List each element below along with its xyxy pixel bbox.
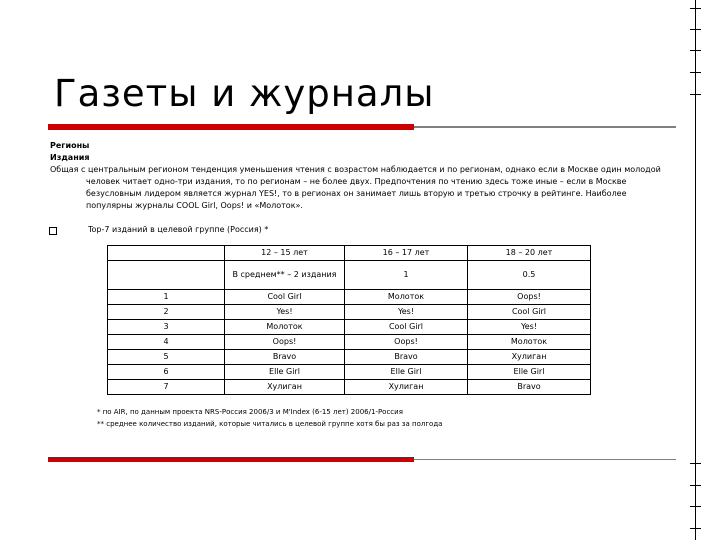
table-cell: Хулиган (468, 350, 591, 365)
slide-tick (690, 528, 701, 529)
table-cell: Bravo (345, 350, 468, 365)
header-cell: 16 – 17 лет (345, 246, 468, 261)
intro-text-block (50, 140, 670, 212)
footer-divider-rule (414, 459, 676, 460)
table-cell: Oops! (225, 335, 345, 350)
table-cell: Oops! (468, 290, 591, 305)
footnotes (97, 406, 442, 430)
table-cell: Bravo (225, 350, 345, 365)
rank-cell: 5 (108, 350, 225, 365)
table-cell: Yes! (225, 305, 345, 320)
title-divider-rule (414, 126, 676, 128)
header-empty-cell (108, 246, 225, 261)
table-cell: Cool Girl (225, 290, 345, 305)
rank-cell: 4 (108, 335, 225, 350)
table-row (108, 290, 591, 305)
table-cell: Хулиган (225, 380, 345, 395)
table-cell: Молоток (345, 290, 468, 305)
slide-tick (690, 506, 701, 507)
average-value-cell: 1 (345, 261, 468, 290)
table-cell: Cool Girl (345, 320, 468, 335)
average-label-cell: В среднем** – 2 издания (225, 261, 345, 290)
table-cell: Elle Girl (225, 365, 345, 380)
bullet-text: Top-7 изданий в целевой группе (Россия) * (88, 225, 269, 234)
footnote-1: * по AIR, по данным проекта NRS-Россия 2006/3 и M'Index (6-15 лет) 2006/1-Россия (97, 408, 403, 416)
table-cell: Cool Girl (468, 305, 591, 320)
table-row (108, 335, 591, 350)
rank-cell: 6 (108, 365, 225, 380)
table-header-row (108, 246, 591, 261)
label-publications: Издания (50, 153, 90, 162)
table-row (108, 305, 591, 320)
top7-table (107, 245, 591, 395)
table-cell: Молоток (225, 320, 345, 335)
intro-paragraph: Общая с центральным регионом тенденция уменьшения чтения с возрастом наблюдается и по регионам, однако если в Москве один молодой человек читает одно-три издания, то по регионам – не более двух. Предпочтения по чтению здесь тоже иные – если в Москве безусловным лидером является журнал YES!, то в регионах он занимает лишь вторую и третью строчку в рейтинге. Наиболее популярны журналы COOL Girl, Oops! и «Молоток». (50, 165, 661, 210)
slide-tick (690, 72, 701, 73)
slide-vertical-line (695, 0, 696, 540)
rank-cell: 1 (108, 290, 225, 305)
table-cell: Молоток (468, 335, 591, 350)
average-empty-cell (108, 261, 225, 290)
table-cell: Yes! (345, 305, 468, 320)
label-regions: Регионы (50, 141, 90, 150)
table-row (108, 380, 591, 395)
table-cell: Хулиган (345, 380, 468, 395)
table-cell: Yes! (468, 320, 591, 335)
header-cell: 12 – 15 лет (225, 246, 345, 261)
slide-tick (690, 8, 701, 9)
table-row (108, 320, 591, 335)
slide-tick (690, 29, 701, 30)
table-cell: Bravo (468, 380, 591, 395)
slide-tick (690, 485, 701, 486)
rank-cell: 7 (108, 380, 225, 395)
footer-accent-rule (48, 457, 414, 462)
bullet-square-icon (49, 227, 57, 235)
slide-tick (690, 94, 701, 95)
slide-tick (690, 50, 701, 51)
table-cell: Elle Girl (345, 365, 468, 380)
slide-tick (690, 463, 701, 464)
header-cell: 18 – 20 лет (468, 246, 591, 261)
rank-cell: 3 (108, 320, 225, 335)
table-row (108, 350, 591, 365)
footnote-2: ** среднее количество изданий, которые читались в целевой группе хотя бы раз за полгода (97, 420, 443, 428)
average-value-cell: 0.5 (468, 261, 591, 290)
table-row (108, 365, 591, 380)
table-average-row (108, 261, 591, 290)
page-title: Газеты и журналы (54, 72, 435, 115)
title-accent-rule (48, 124, 414, 130)
table-cell: Oops! (345, 335, 468, 350)
rank-cell: 2 (108, 305, 225, 320)
table-cell: Elle Girl (468, 365, 591, 380)
